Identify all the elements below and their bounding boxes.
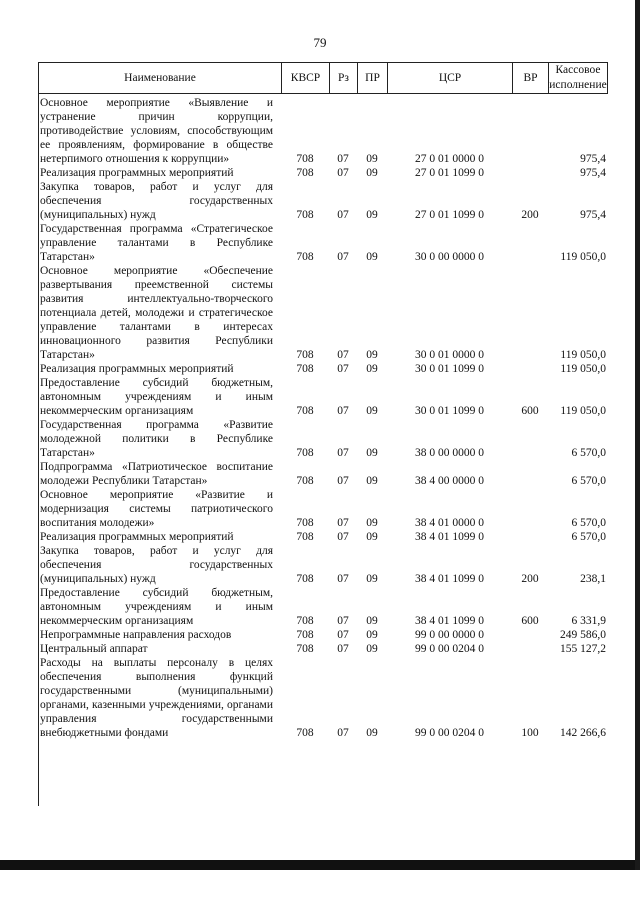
row-amount: 238,1 — [580, 573, 606, 585]
row-pr: 09 — [366, 517, 378, 529]
row-rz: 07 — [337, 727, 349, 739]
row-pr: 09 — [366, 643, 378, 655]
row-amount: 6 570,0 — [571, 447, 606, 459]
scan-right-edge — [635, 0, 640, 870]
header-amount: Кассовое исполнение — [549, 64, 607, 91]
row-pr: 09 — [366, 447, 378, 459]
row-name: Центральный аппарат — [40, 643, 148, 655]
table-row — [38, 460, 608, 488]
page-number: 79 — [313, 35, 327, 50]
row-csr: 30 0 01 0000 0 — [415, 349, 484, 361]
row-name: Предоставление субсидий бюджетным, автономным учреждениям и иным некоммерческим организациям — [40, 587, 273, 627]
row-kvsr: 708 — [296, 405, 314, 417]
table-row — [38, 628, 608, 642]
row-kvsr: 708 — [296, 573, 314, 585]
row-name: Реализация программных мероприятий — [40, 363, 234, 375]
row-amount: 6 331,9 — [571, 615, 606, 627]
row-kvsr: 708 — [296, 727, 314, 739]
row-rz: 07 — [337, 517, 349, 529]
row-vr: 200 — [521, 209, 539, 221]
row-name: Подпрограмма «Патриотическое воспитание молодежи Республики Татарстан» — [40, 461, 273, 487]
table-row — [38, 222, 608, 264]
table-row — [38, 362, 608, 376]
row-kvsr: 708 — [296, 629, 314, 641]
row-name: Закупка товаров, работ и услуг для обеспечения государственных (муниципальных) нужд — [40, 545, 273, 585]
row-vr: 600 — [521, 615, 539, 627]
row-csr: 27 0 01 1099 0 — [415, 167, 484, 179]
table-row — [38, 96, 608, 166]
row-csr: 38 4 01 1099 0 — [415, 531, 484, 543]
row-rz: 07 — [337, 363, 349, 375]
table-row — [38, 264, 608, 362]
row-name: Реализация программных мероприятий — [40, 531, 234, 543]
row-amount: 119 050,0 — [560, 405, 606, 417]
row-csr: 38 4 01 0000 0 — [415, 517, 484, 529]
row-amount: 119 050,0 — [560, 349, 606, 361]
row-rz: 07 — [337, 447, 349, 459]
row-pr: 09 — [366, 209, 378, 221]
header-csr: ЦСР — [388, 63, 513, 93]
row-rz: 07 — [337, 475, 349, 487]
row-amount: 249 586,0 — [560, 629, 606, 641]
row-name: Государственная программа «Стратегическое управление талантами в Республике Татарстан» — [40, 223, 273, 263]
row-pr: 09 — [366, 573, 378, 585]
row-rz: 07 — [337, 153, 349, 165]
row-kvsr: 708 — [296, 363, 314, 375]
row-pr: 09 — [366, 349, 378, 361]
row-name: Закупка товаров, работ и услуг для обеспечения государственных (муниципальных) нужд — [40, 181, 273, 221]
header-name: Наименование — [39, 63, 282, 93]
row-pr: 09 — [366, 629, 378, 641]
table-row — [38, 544, 608, 586]
table-row — [38, 376, 608, 418]
row-csr: 30 0 01 1099 0 — [415, 405, 484, 417]
row-pr: 09 — [366, 475, 378, 487]
row-csr: 38 4 01 1099 0 — [415, 573, 484, 585]
row-amount: 6 570,0 — [571, 475, 606, 487]
row-pr: 09 — [366, 153, 378, 165]
row-csr: 99 0 00 0000 0 — [415, 629, 484, 641]
row-kvsr: 708 — [296, 517, 314, 529]
row-kvsr: 708 — [296, 447, 314, 459]
row-rz: 07 — [337, 167, 349, 179]
header-vr: ВР — [513, 63, 549, 93]
row-amount: 119 050,0 — [560, 363, 606, 375]
row-kvsr: 708 — [296, 209, 314, 221]
row-vr: 200 — [521, 573, 539, 585]
row-name: Реализация программных мероприятий — [40, 167, 234, 179]
row-csr: 38 4 01 1099 0 — [415, 615, 484, 627]
table-row — [38, 586, 608, 628]
row-name: Расходы на выплаты персоналу в целях обеспечения выполнения функций государственными (муниципальными) органами, казенными учреждениями, органами управления государственными внебюджетными фондами — [40, 657, 273, 739]
table-body — [38, 94, 608, 806]
row-name: Предоставление субсидий бюджетным, автономным учреждениям и иным некоммерческим организациям — [40, 377, 273, 417]
row-name: Основное мероприятие «Выявление и устранение причин коррупции, противодействие условиям, способствующим ее проявлениям, формирование в обществе нетерпимого отношения к коррупции» — [40, 97, 273, 165]
row-rz: 07 — [337, 209, 349, 221]
table-row — [38, 488, 608, 530]
row-csr: 99 0 00 0204 0 — [415, 727, 484, 739]
row-amount: 975,4 — [580, 209, 606, 221]
row-csr: 27 0 01 1099 0 — [415, 209, 484, 221]
table-header — [38, 62, 608, 94]
table-row — [38, 418, 608, 460]
table-row — [38, 166, 608, 180]
table-row — [38, 530, 608, 544]
header-rz: Рз — [330, 63, 358, 93]
row-csr: 38 0 00 0000 0 — [415, 447, 484, 459]
header-kvsr: КВСР — [282, 63, 330, 93]
row-name: Непрограммные направления расходов — [40, 629, 232, 641]
row-rz: 07 — [337, 573, 349, 585]
row-vr: 600 — [521, 405, 539, 417]
row-csr: 30 0 01 1099 0 — [415, 363, 484, 375]
row-pr: 09 — [366, 167, 378, 179]
row-pr: 09 — [366, 251, 378, 263]
row-vr: 100 — [521, 727, 539, 739]
row-kvsr: 708 — [296, 251, 314, 263]
row-amount: 6 570,0 — [571, 531, 606, 543]
table-rows — [38, 96, 608, 740]
row-rz: 07 — [337, 629, 349, 641]
row-amount: 6 570,0 — [571, 517, 606, 529]
row-name: Государственная программа «Развитие молодежной политики в Республике Татарстан» — [40, 419, 273, 459]
row-rz: 07 — [337, 349, 349, 361]
row-amount: 975,4 — [580, 153, 606, 165]
row-kvsr: 708 — [296, 167, 314, 179]
row-name: Основное мероприятие «Развитие и модернизация системы патриотического воспитания молодежи» — [40, 489, 273, 529]
row-csr: 30 0 00 0000 0 — [415, 251, 484, 263]
table-row — [38, 656, 608, 740]
table-row — [38, 180, 608, 222]
row-pr: 09 — [366, 405, 378, 417]
row-pr: 09 — [366, 363, 378, 375]
row-csr: 99 0 00 0204 0 — [415, 643, 484, 655]
row-rz: 07 — [337, 251, 349, 263]
row-amount: 142 266,6 — [560, 727, 606, 739]
row-pr: 09 — [366, 727, 378, 739]
row-amount: 119 050,0 — [560, 251, 606, 263]
row-rz: 07 — [337, 643, 349, 655]
row-kvsr: 708 — [296, 643, 314, 655]
scan-bottom-edge — [0, 860, 640, 870]
header-pr: ПР — [358, 63, 388, 93]
row-csr: 27 0 01 0000 0 — [415, 153, 484, 165]
row-kvsr: 708 — [296, 153, 314, 165]
row-rz: 07 — [337, 615, 349, 627]
row-pr: 09 — [366, 615, 378, 627]
row-kvsr: 708 — [296, 475, 314, 487]
row-rz: 07 — [337, 405, 349, 417]
table-row — [38, 642, 608, 656]
row-csr: 38 4 00 0000 0 — [415, 475, 484, 487]
row-pr: 09 — [366, 531, 378, 543]
row-rz: 07 — [337, 531, 349, 543]
row-kvsr: 708 — [296, 615, 314, 627]
row-kvsr: 708 — [296, 531, 314, 543]
row-amount: 155 127,2 — [560, 643, 606, 655]
row-name: Основное мероприятие «Обеспечение развертывания преемственной системы развития интеллектуально-творческого потенциала детей, молодежи и стратегическое управление талантами в интересах инновационного развития Республики Татарстан» — [40, 265, 273, 361]
row-kvsr: 708 — [296, 349, 314, 361]
row-amount: 975,4 — [580, 167, 606, 179]
